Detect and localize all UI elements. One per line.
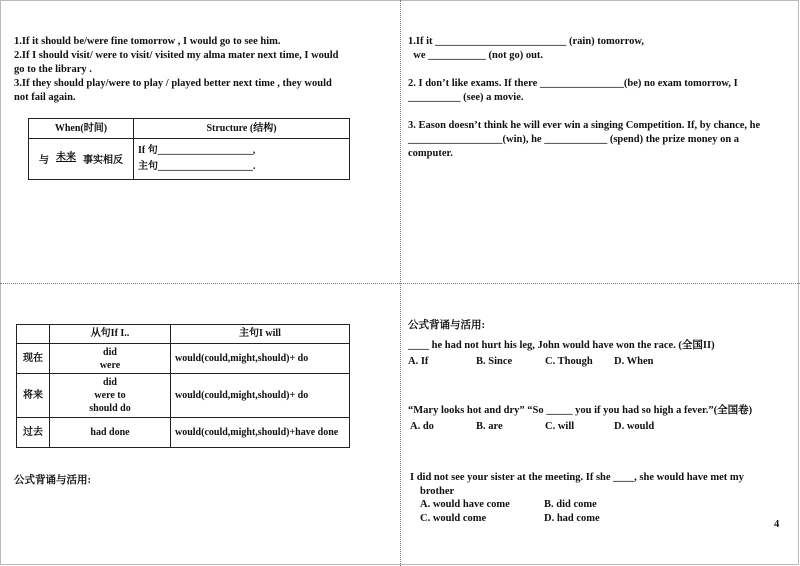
- when-prefix: 与: [39, 154, 49, 166]
- q2-line: we ___________ (not go) out.: [408, 50, 544, 61]
- option: A. would have come: [420, 499, 510, 510]
- clause-line: were: [99, 359, 121, 371]
- clause-cell: [50, 418, 171, 448]
- option: D. When: [614, 356, 654, 367]
- clause-cell: [50, 374, 171, 418]
- q2-line: computer.: [408, 148, 453, 159]
- structure-if-line: If 句___________________,: [138, 145, 256, 156]
- page-number: 4: [774, 519, 780, 530]
- table-header: Structure (结构): [134, 119, 350, 139]
- q3-footer: 公式背诵与活用:: [14, 475, 91, 486]
- option: A. If: [408, 356, 429, 367]
- option: D. would: [614, 421, 655, 432]
- option: D. had come: [544, 513, 600, 524]
- table-header: 从句If I..: [50, 325, 171, 344]
- when-blank: 未来: [56, 151, 76, 163]
- q1-line: 3.If they should play/were to play / played better next time , they would: [14, 78, 332, 89]
- q1-line: not fail again.: [14, 92, 76, 103]
- q4-title: 公式背诵与活用:: [408, 320, 485, 331]
- table-header: [17, 325, 50, 344]
- q4-item1-options: [408, 355, 653, 369]
- option: A. do: [410, 421, 434, 432]
- q2-exercises: [408, 35, 793, 161]
- option: B. are: [476, 421, 503, 432]
- main-clause-cell: would(could,might,should)+ do: [171, 374, 350, 418]
- row-label: 过去: [17, 418, 50, 448]
- q2-line: __________________(win), he ____________ (spend) the prize money on a: [408, 134, 740, 145]
- row-label: 将来: [17, 374, 50, 418]
- option: C. will: [545, 421, 575, 432]
- q4-item2-options: [410, 420, 654, 434]
- q4-item2-stem: “Mary looks hot and dry” “So _____ you if you had so high a fever.”(全国卷): [408, 405, 753, 416]
- q4-item3-stem: I did not see your sister at the meeting. If she ____, she would have met my: [410, 472, 744, 483]
- when-suffix: 事实相反: [83, 154, 123, 166]
- q2-line: __________ (see) a movie.: [408, 92, 524, 103]
- option: C. would come: [420, 513, 487, 524]
- clause-line: had done: [90, 427, 130, 438]
- q1-line: go to the library .: [14, 64, 92, 75]
- q2-line: 3. Eason doesn’t think he will ever win a singing Competition. If, by chance, he: [408, 120, 761, 131]
- q4-item3-options: [420, 498, 660, 526]
- clause-line: were to: [94, 390, 126, 401]
- table-header: 主句I will: [171, 325, 350, 344]
- q4-item3-stem-cont: brother: [420, 486, 455, 497]
- structure-cell: [134, 139, 350, 180]
- q2-line: 2. I don’t like exams. If there ________________(be) no exam tomorrow, I: [408, 78, 738, 89]
- q1-line: 1.If it should be/were fine tomorrow , I would go to see him.: [14, 36, 281, 47]
- option: C. Though: [545, 356, 593, 367]
- q4-item1-stem: ____ he had not hurt his leg, John would have won the race. (全国II): [408, 340, 715, 351]
- option: B. Since: [476, 356, 513, 367]
- table-header: When(时间): [29, 119, 134, 139]
- clause-cell: [50, 344, 171, 374]
- clause-line: did: [103, 377, 117, 388]
- tense-table: [16, 324, 350, 448]
- row-label: 现在: [17, 344, 50, 374]
- q1-line: 2.If I should visit/ were to visit/ visited my alma mater next time, I would: [14, 50, 339, 61]
- clause-line: should do: [89, 403, 131, 414]
- q1-sentences: [14, 35, 389, 105]
- main-clause-cell: would(could,might,should)+have done: [171, 418, 350, 448]
- main-clause-cell: would(could,might,should)+ do: [171, 344, 350, 374]
- structure-table: [28, 118, 350, 180]
- clause-line: did: [103, 346, 117, 358]
- structure-main-line: 主句___________________.: [138, 161, 256, 172]
- when-cell: [29, 139, 134, 180]
- q2-line: 1.If it _________________________ (rain) tomorrow,: [408, 36, 645, 47]
- horizontal-divider: [0, 283, 800, 284]
- option: B. did come: [544, 499, 597, 510]
